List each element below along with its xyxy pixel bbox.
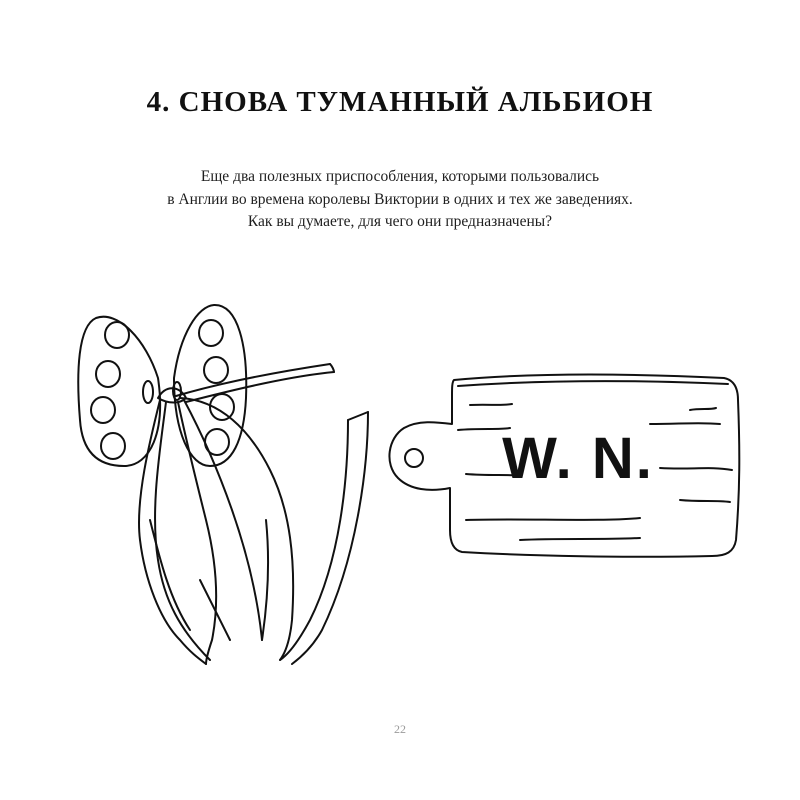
illustrations [0, 280, 800, 680]
ribbon [139, 400, 206, 664]
palette-wells-left [91, 322, 129, 459]
palette-left-wing [78, 317, 160, 466]
intro-line-3: Как вы думаете, для чего они предназначены? [247, 213, 553, 230]
page-number: 22 [394, 722, 406, 736]
intro-paragraph [100, 166, 700, 234]
page-title: 4. СНОВА ТУМАННЫЙ АЛЬБИОН [146, 86, 654, 118]
intro-line-1: Еще два полезных приспособления, которыми пользовались [200, 168, 600, 185]
board-monogram: W. N. [502, 426, 654, 491]
intro-line-2: в Англии во времена королевы Виктории в одних и тех же заведениях. [167, 190, 633, 208]
butterfly-palette-illustration [78, 305, 368, 664]
palette-right-wing [174, 305, 246, 466]
